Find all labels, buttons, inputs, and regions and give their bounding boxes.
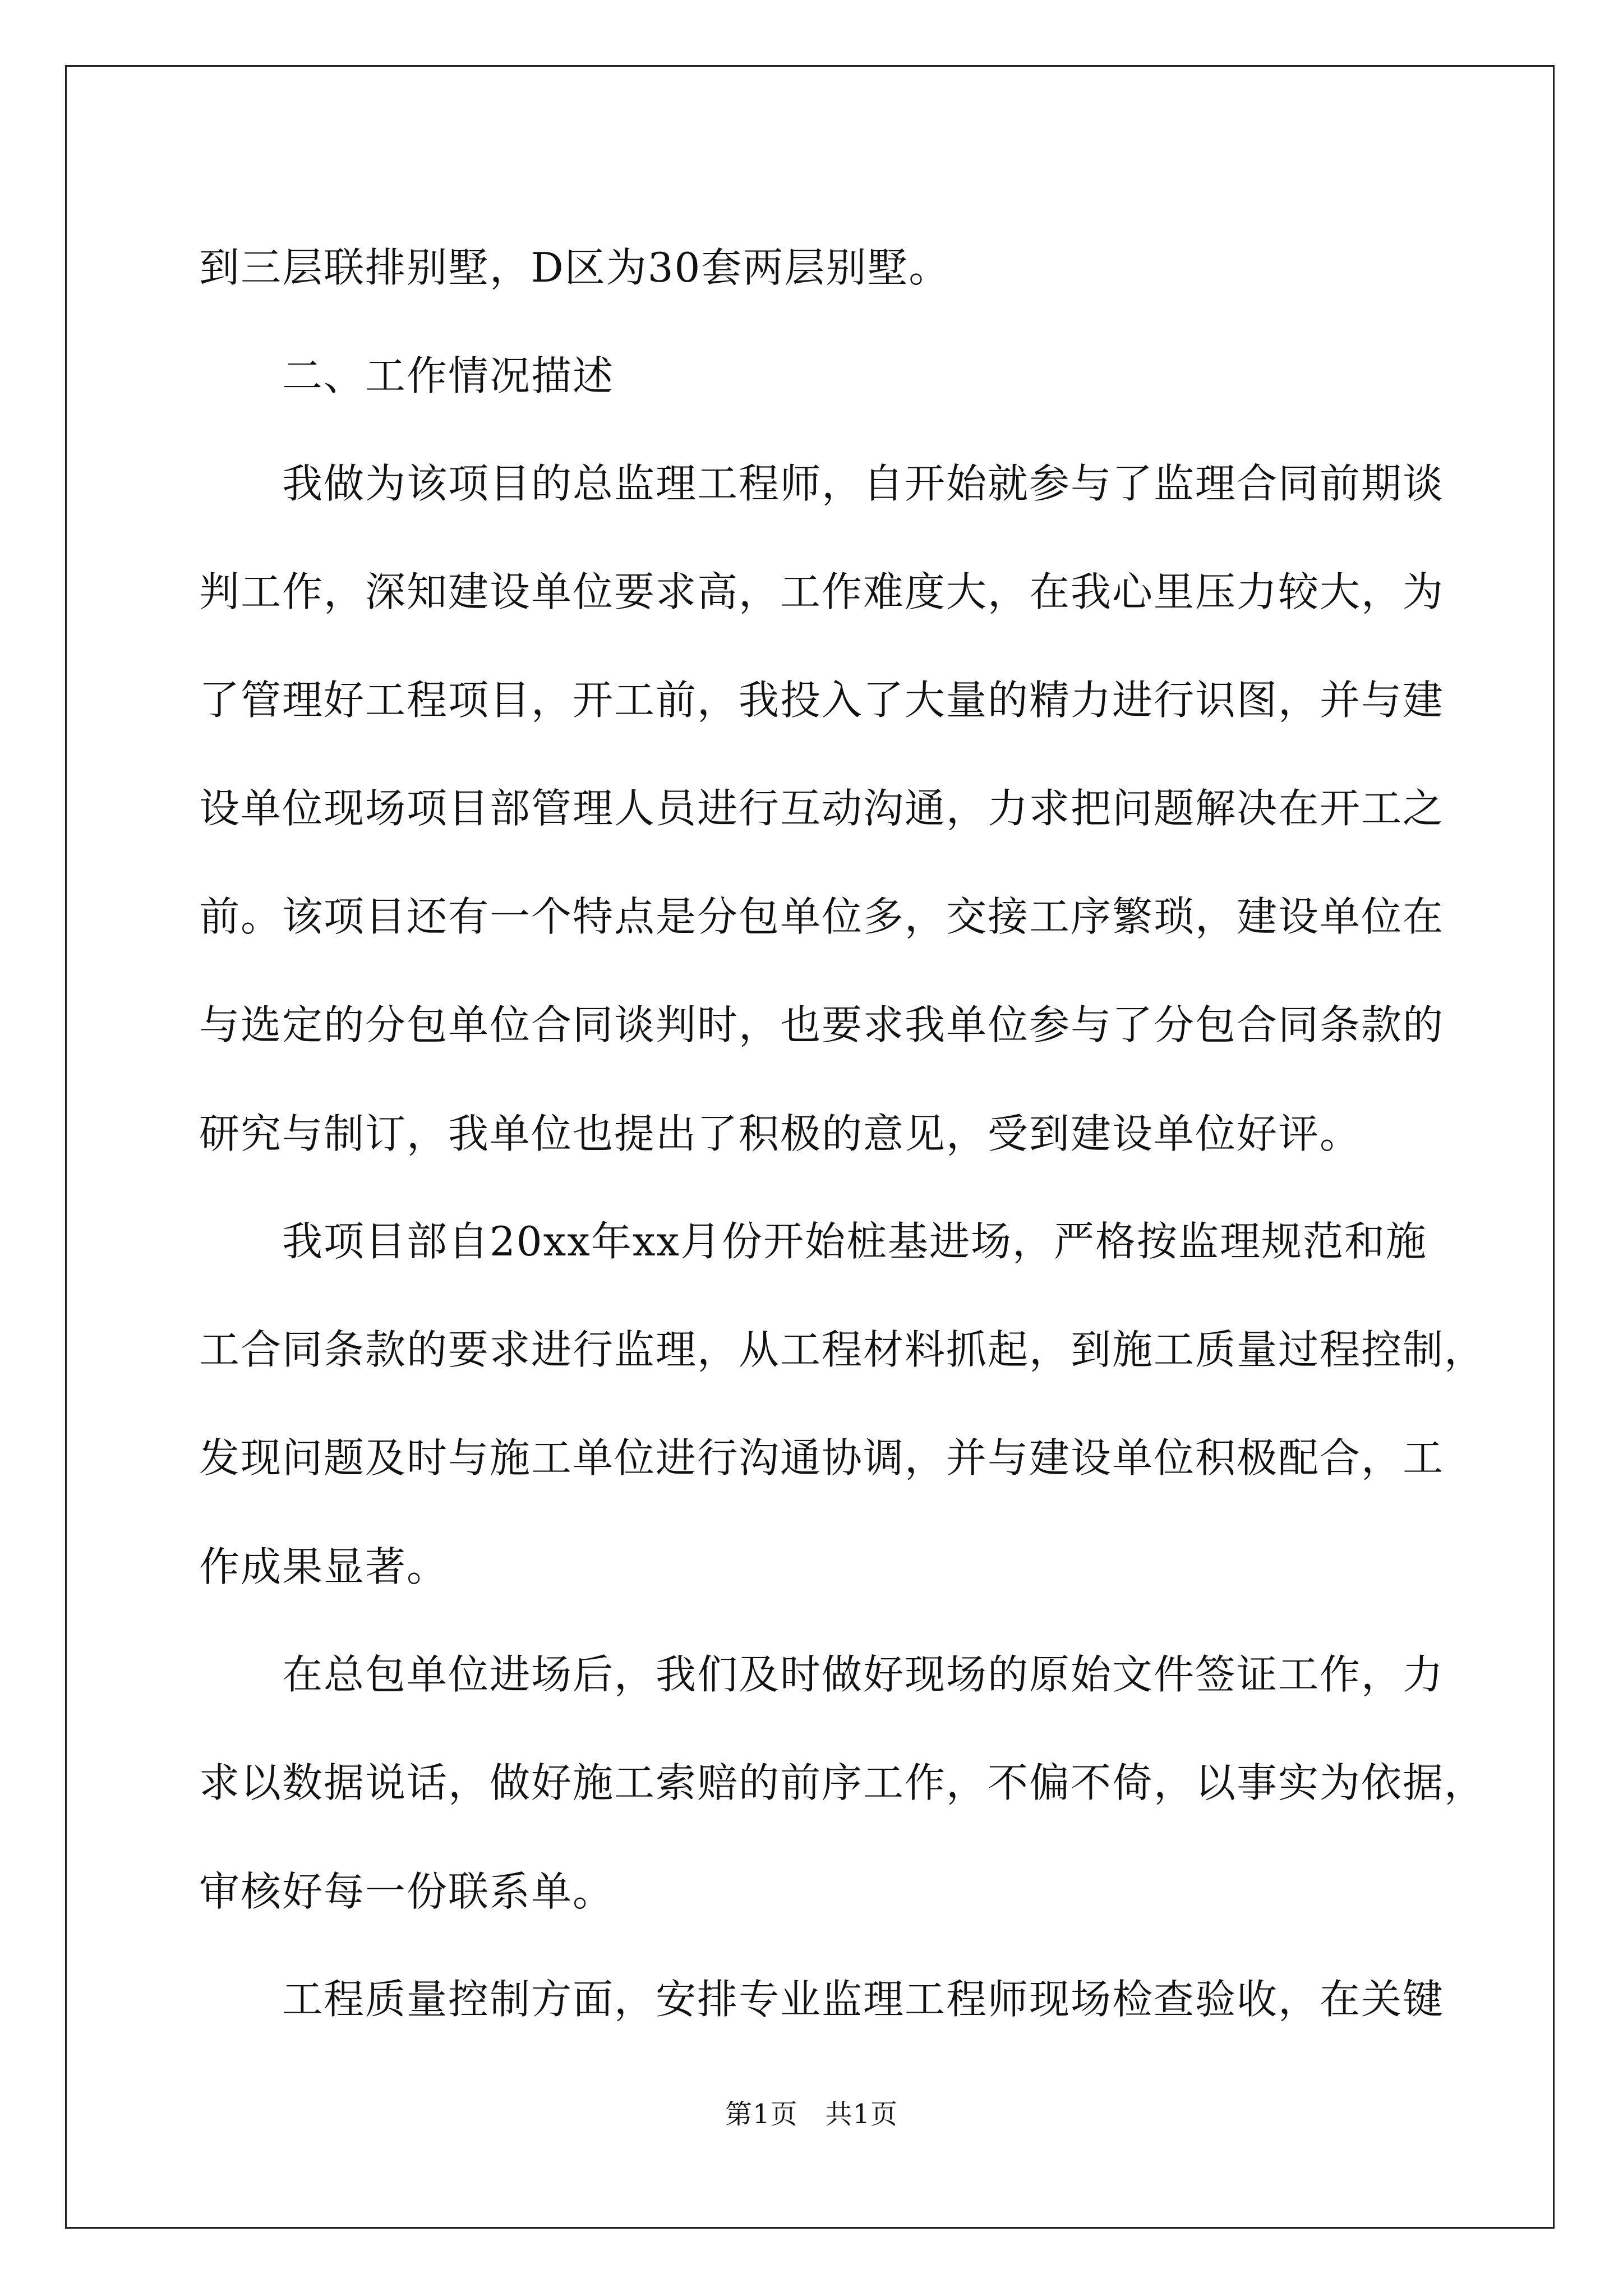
text-line: 在总包单位进场后，我们及时做好现场的原始文件签证工作，力 [199, 1651, 1445, 1698]
text-line: 工程质量控制方面，安排专业监理工程师现场检查验收，在关键 [199, 1976, 1445, 2023]
text-line: 了管理好工程项目，开工前，我投入了大量的精力进行识图，并与建 [199, 677, 1445, 724]
text-line: 判工作，深知建设单位要求高，工作难度大，在我心里压力较大，为 [199, 568, 1445, 615]
text-line: 发现问题及时与施工单位进行沟通协调，并与建设单位积极配合，工 [199, 1434, 1445, 1481]
text-line: 与选定的分包单位合同谈判时，也要求我单位参与了分包合同条款的 [199, 1001, 1445, 1048]
text-line: 研究与制订，我单位也提出了积极的意见，受到建设单位好评。 [199, 1110, 1362, 1157]
text-line: 我项目部自20xx年xx月份开始桩基进场，严格按监理规范和施 [199, 1218, 1428, 1265]
document-body [199, 213, 1486, 2054]
text-line: 到三层联排别墅，D区为30套两层别墅。 [199, 243, 951, 291]
text-line: 前。该项目还有一个特点是分包单位多，交接工序繁琐，建设单位在 [199, 893, 1445, 940]
text-line: 审核好每一份联系单。 [199, 1867, 615, 1915]
text-line: 我做为该项目的总监理工程师，自开始就参与了监理合同前期谈 [199, 460, 1445, 507]
section-heading: 二、工作情况描述 [199, 352, 615, 399]
text-line: 设单位现场项目部管理人员进行互动沟通，力求把问题解决在开工之 [199, 785, 1445, 832]
text-line: 求以数据说话，做好施工索赔的前序工作，不偏不倚，以事实为依据， [199, 1759, 1486, 1806]
text-line: 作成果显著。 [199, 1543, 449, 1590]
page-footer: 第1页 共1页 [725, 2099, 898, 2130]
text-line: 工合同条款的要求进行监理，从工程材料抓起，到施工质量过程控制， [199, 1326, 1486, 1373]
